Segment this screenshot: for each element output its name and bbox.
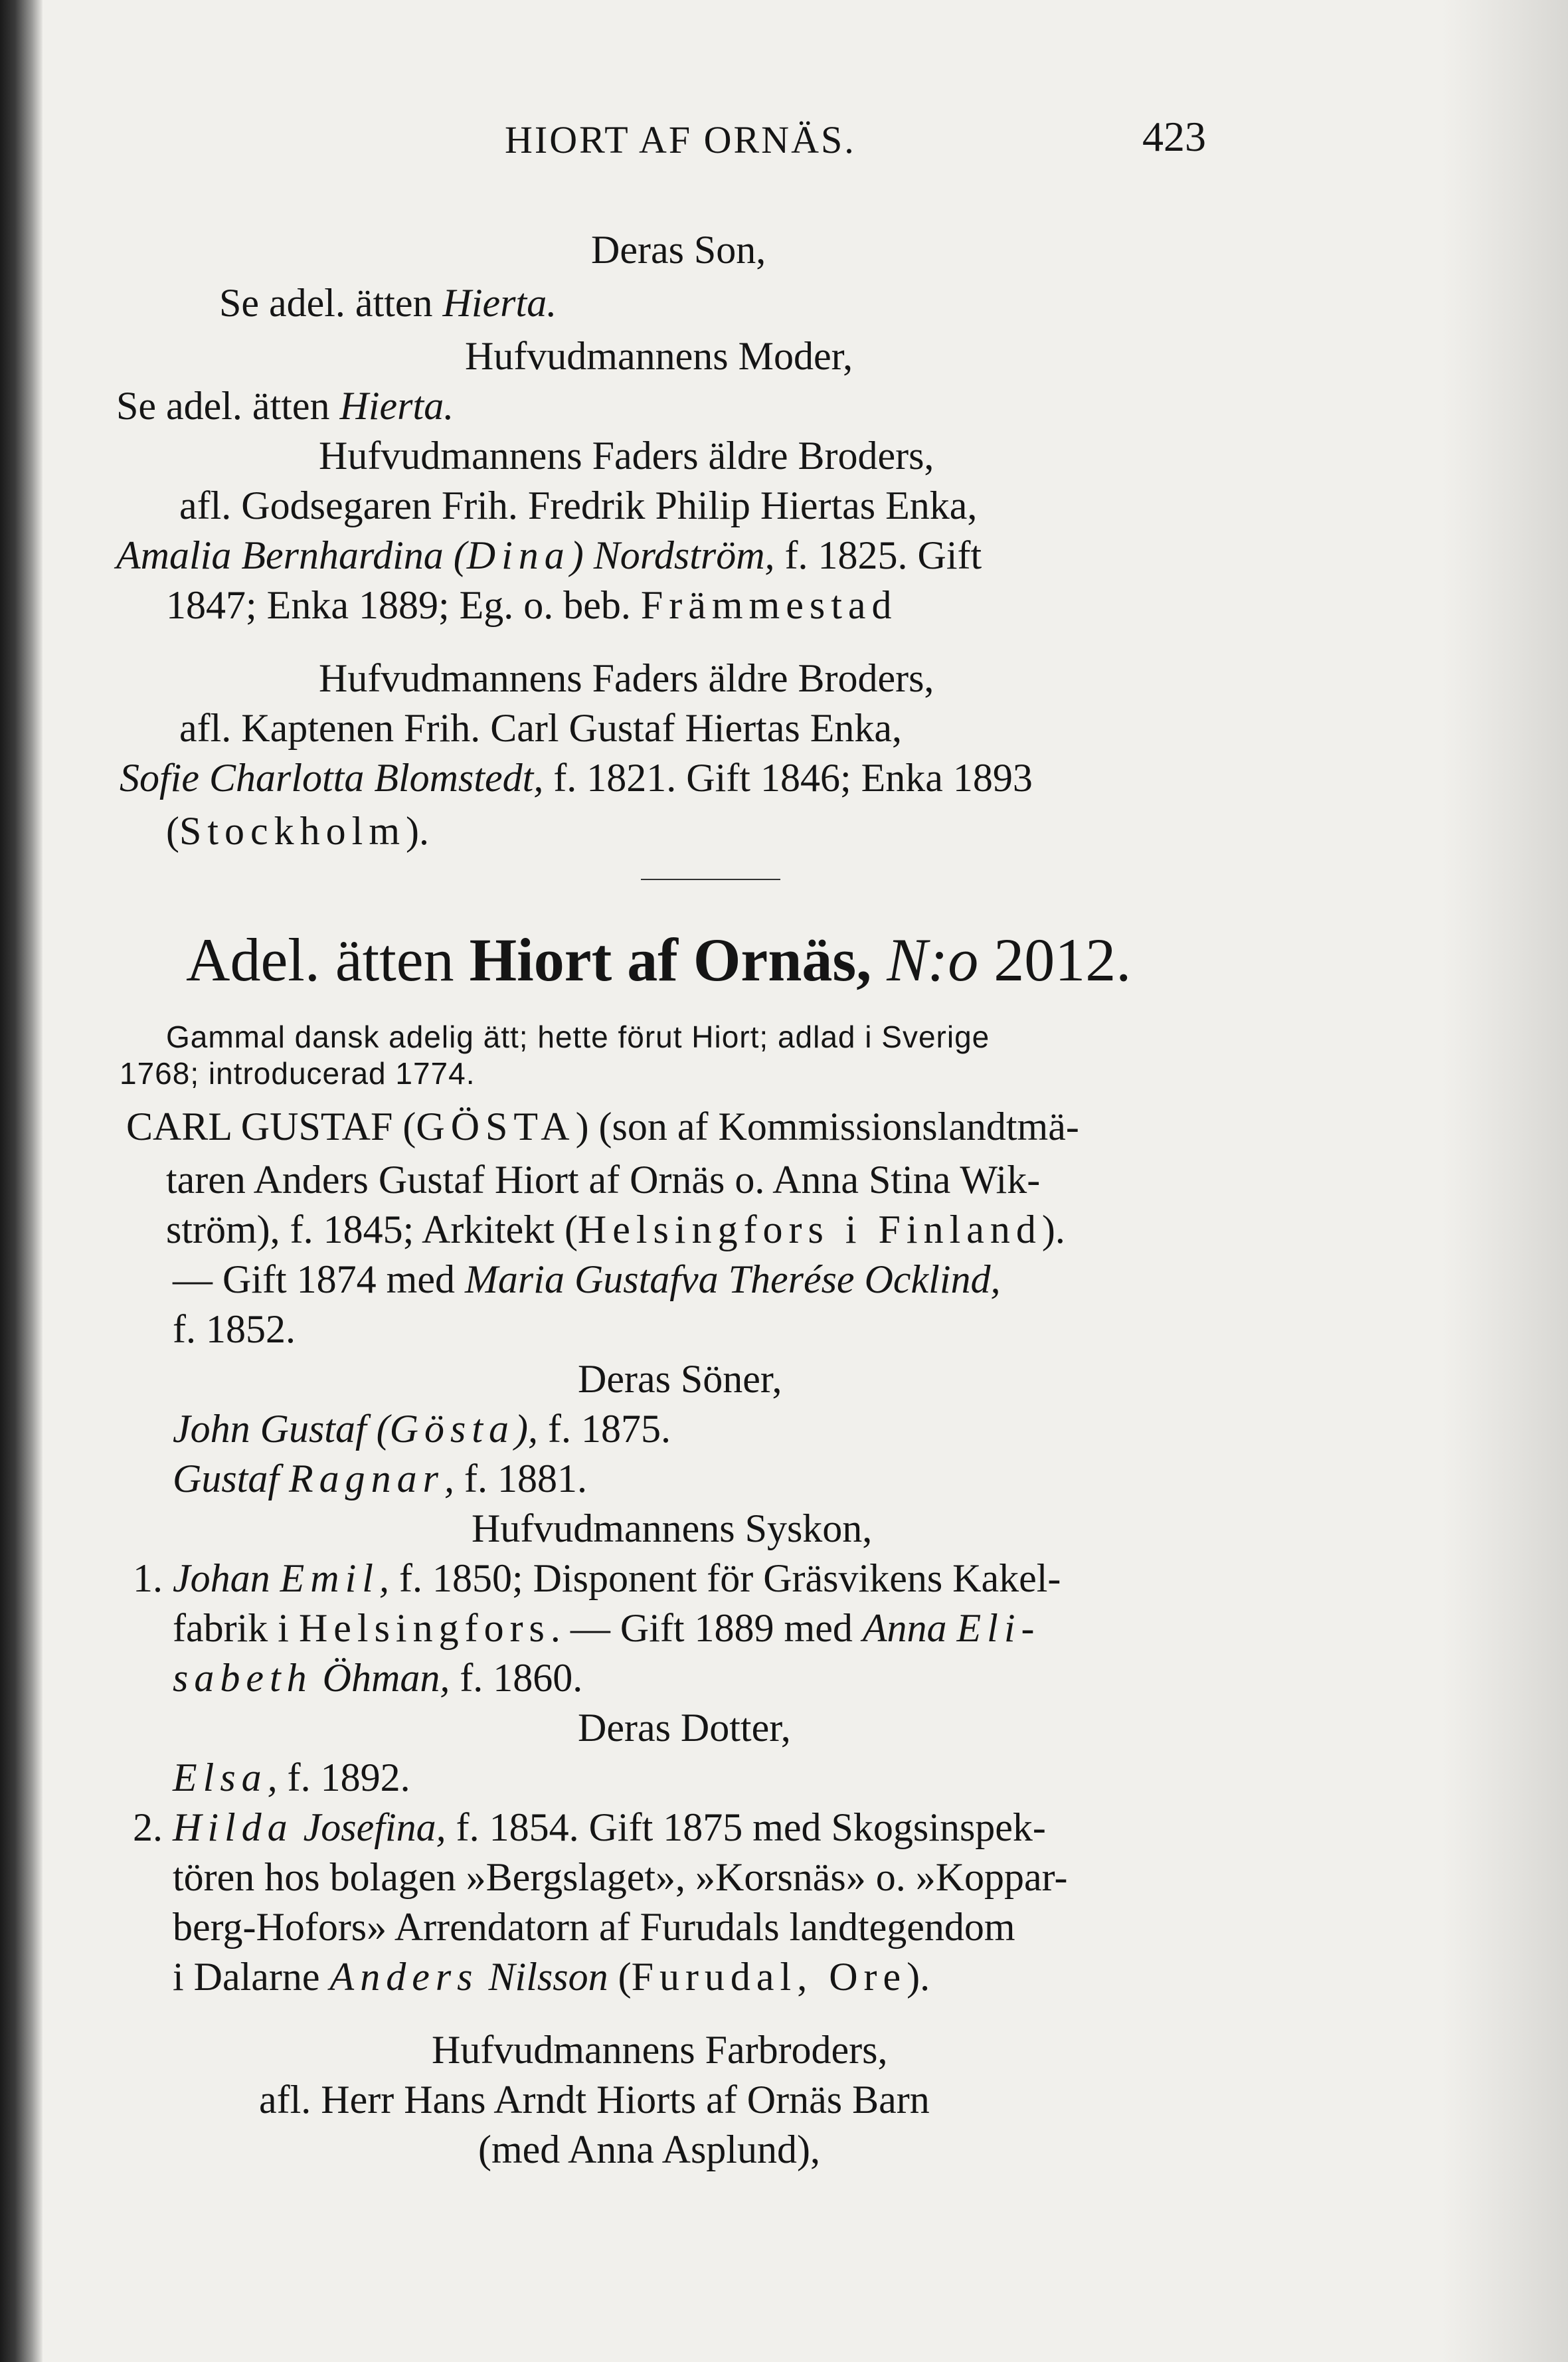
line-toren-bolagen: tören hos bolagen »Bergslaget», »Korsnäs» o. »Koppar-	[173, 1855, 1068, 1899]
line-anna-asplund: (med Anna Asplund),	[478, 2128, 820, 2171]
line-berg-hofors: berg-Hofors» Arrendatorn af Furudals landtegendom	[173, 1905, 1015, 1949]
section-title: Adel. ätten Hiort af Ornäs, N:o 2012.	[186, 926, 1132, 994]
line-introducerad: 1768; introducerad 1774.	[120, 1056, 476, 1091]
line-deras-soner: Deras Söner,	[578, 1357, 782, 1401]
line-john-gustaf: John Gustaf (Gösta), f. 1875.	[173, 1407, 671, 1451]
line-enka-1889: 1847; Enka 1889; Eg. o. beb. Främmestad	[166, 583, 898, 627]
section-divider	[641, 879, 780, 880]
line-deras-son: Deras Son,	[591, 228, 766, 272]
line-dalarne: i Dalarne Anders Nilsson (Furudal, Ore).	[173, 1955, 930, 1999]
line-amalia: Amalia Bernhardina (Dina) Nordström, f. 1825. Gift	[116, 533, 982, 577]
line-faders-broders-1: Hufvudmannens Faders äldre Broders,	[319, 434, 934, 478]
line-godsegaren: afl. Godsegaren Frih. Fredrik Philip Hiertas Enka,	[179, 484, 978, 527]
line-gammal-dansk: Gammal dansk adelig ätt; hette förut Hiort; adlad i Sverige	[166, 1020, 990, 1054]
line-johan-emil: 1. Johan Emil, f. 1850; Disponent för Gräsvikens Kakel-	[133, 1556, 1061, 1600]
line-deras-dotter: Deras Dotter,	[578, 1706, 791, 1750]
line-taren-anders: taren Anders Gustaf Hiort af Ornäs o. Anna Stina Wik-	[166, 1158, 1041, 1202]
line-elsa: Elsa, f. 1892.	[173, 1756, 410, 1799]
line-kaptenen: afl. Kaptenen Frih. Carl Gustaf Hiertas Enka,	[179, 706, 902, 750]
line-se-adel-2: Se adel. ätten Hierta.	[116, 384, 454, 428]
line-sofie: Sofie Charlotta Blomstedt, f. 1821. Gift 1846; Enka 1893	[120, 756, 1033, 800]
line-carl-gustaf: CARL GUSTAF (GÖSTA) (son af Kommissionslandtmä-	[126, 1105, 1079, 1148]
line-syskon: Hufvudmannens Syskon,	[472, 1506, 873, 1550]
page-number: 423	[1142, 113, 1206, 160]
line-hilda-josefina: 2. Hilda Josefina, f. 1854. Gift 1875 med Skogsinspek-	[133, 1805, 1046, 1849]
line-farbroders: Hufvudmannens Farbroders,	[432, 2028, 888, 2072]
line-strom-arkitekt: ström), f. 1845; Arkitekt (Helsingfors i Finland).	[166, 1208, 1065, 1251]
line-se-adel-1: Se adel. ätten Hierta.	[219, 281, 557, 325]
line-herr-hans: afl. Herr Hans Arndt Hiorts af Ornäs Barn	[259, 2078, 930, 2122]
line-gustaf-ragnar: Gustaf Ragnar, f. 1881.	[173, 1457, 588, 1500]
line-fabrik: fabrik i Helsingfors. — Gift 1889 med Anna Eli-	[173, 1606, 1041, 1650]
line-hufvud-moder: Hufvudmannens Moder,	[465, 334, 853, 378]
line-stockholm: (Stockholm).	[166, 809, 429, 853]
line-faders-broders-2: Hufvudmannens Faders äldre Broders,	[319, 656, 934, 700]
line-sabeth-ohman: sabeth Öhman, f. 1860.	[173, 1656, 583, 1700]
line-f-1852: f. 1852.	[173, 1307, 296, 1351]
line-gift-1874: — Gift 1874 med Maria Gustafva Therése Ocklind,	[173, 1257, 1001, 1301]
running-title: HIORT AF ORNÄS.	[505, 118, 856, 161]
